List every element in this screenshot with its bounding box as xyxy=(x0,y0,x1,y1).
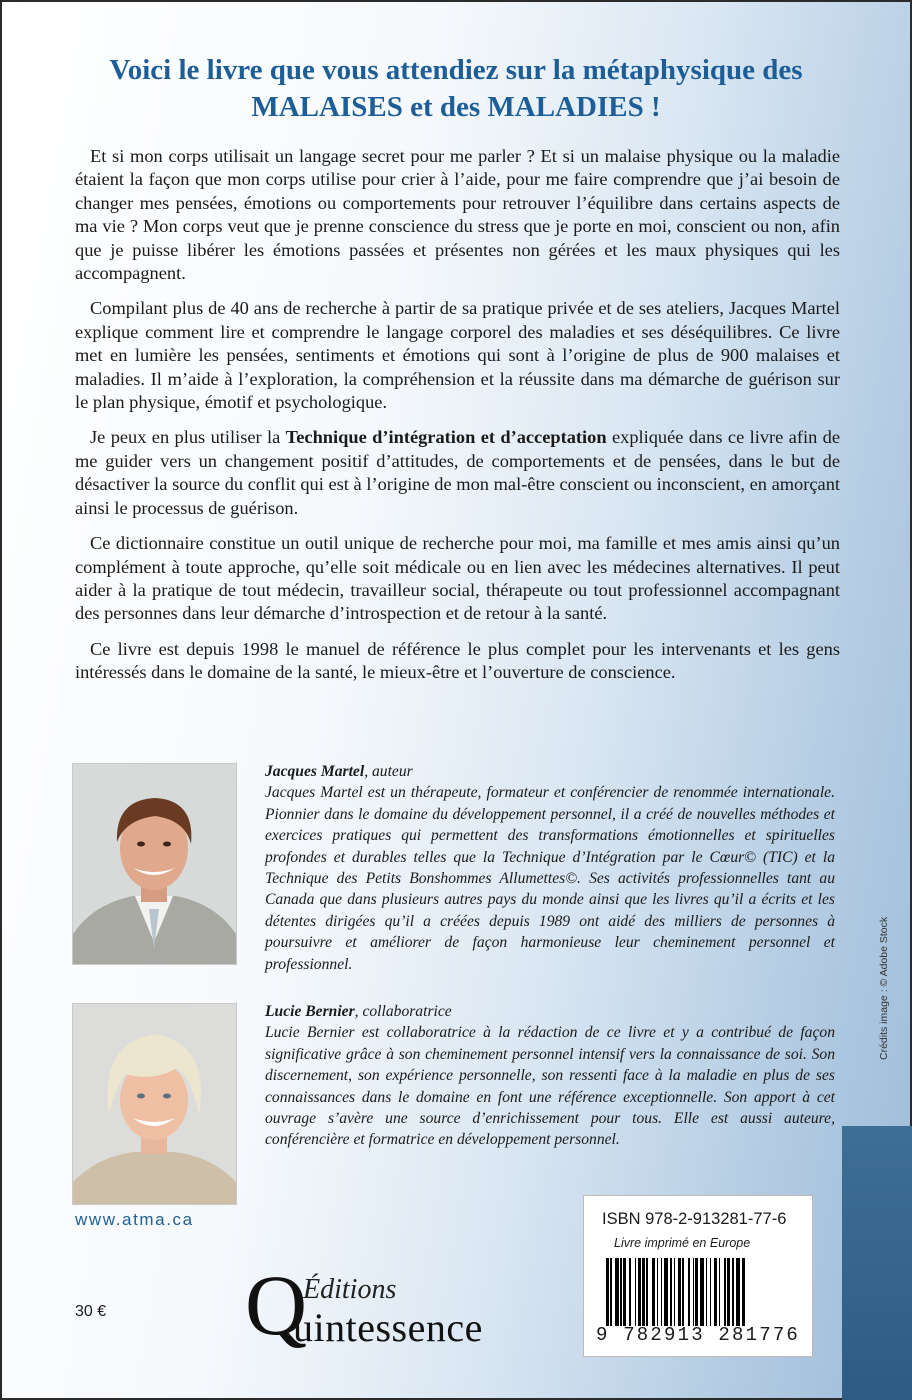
paragraph-4: Ce dictionnaire constitue un outil unique de recherche pour moi, ma famille et mes amis ainsi qu’un complément à toute approche, qu’elle soit médicale ou en lien avec les médecines alternatives. Il peut aider à la pratique de tout médecin, travailleur social, thérapeute ou tout professionnel accompagnant des personnes dans leur démarche d’introspection et de retour à la santé. xyxy=(75,533,840,624)
website-url: www.atma.ca xyxy=(75,1210,194,1229)
author-bio-text: Jacques Martel est un thérapeute, formateur et conférencier de renommée internationale. Pionnier dans le domaine du développement personnel, il a créé de nouvelles méthodes et exercices pratiques qui permettent des transformations émotionnelles et spirituelles profondes et durables telles que la Technique d’Intégration par le Cœur© (TIC) et la Technique des Petits Bonshommes Allumettes©. Ses activités professionnelles tant au Canada que dans plusieurs autres pays du monde ainsi que les livres qu’il a écrits et les détentes dirigées qu’il a créées depuis 1989 ont aidé des milliers de personnes à poursuivre et améliorer de façon harmonieuse leur cheminement personnel et professionnel. xyxy=(265,784,835,973)
paragraph-3 xyxy=(75,426,840,520)
headline: Voici le livre que vous attendiez sur la métaphysique des MALAISES et des MALADIES ! xyxy=(109,54,803,123)
barcode-digits: 9 782913 281776 xyxy=(596,1324,801,1346)
printed-in-label: Livre imprimé en Europe xyxy=(614,1236,751,1250)
logo-publisher-name: uintessence xyxy=(293,1305,483,1350)
paragraph-1: Et si mon corps utilisait un langage secret pour me parler ? Et si un malaise physique ou la maladie étaient la façon que mon corps utilise pour crier à l’aide, pour me faire comprendre que j’ai besoin de changer mes pensées, émotions ou comportements pour retrouver l’équilibre dans certains aspects de ma vie ? Mon corps veut que je prenne conscience du stress que je porte en moi, conscient ou non, afin que je puisse libérer les émotions passées et présentes non gérées et les maux physiques qui les accompagnent. xyxy=(75,146,840,284)
publisher-logo xyxy=(245,1257,545,1354)
woman-portrait-icon xyxy=(73,1004,236,1204)
author-photo-lucie-bernier xyxy=(72,1003,237,1205)
price: 30 € xyxy=(75,1303,107,1320)
barcode xyxy=(606,1258,802,1326)
author-photo-jacques-martel xyxy=(72,763,237,965)
isbn-number: ISBN 978-2-913281-77-6 xyxy=(602,1210,787,1228)
description-text xyxy=(75,145,840,697)
paragraph-2: Compilant plus de 40 ans de recherche à partir de sa pratique privée et de ses ateliers, Jacques Martel explique comment lire et comprendre le langage corporel des maladies et ses déséquilibres. Ce livre met en lumière les pensées, sentiments et émotions qui sont à l’origine de plus de 900 malaises et maladies. Il m’aide à l’exploration, la compréhension et la réussite dans ma démarche de guérison sur le plan physique, émotif et psychologique. xyxy=(75,298,840,413)
barcode-bar xyxy=(742,1258,745,1326)
side-color-band xyxy=(842,1126,912,1400)
paragraph-5: Ce livre est depuis 1998 le manuel de référence le plus complet pour les intervenants et les gens intéressés dans le domaine de la santé, le mieux-être et l’ouverture de conscience. xyxy=(75,638,840,683)
collaborator-bio-text: Lucie Bernier est collaboratrice à la rédaction de ce livre et y a contribué de façon significative grâce à son cheminement personnel intensif vers la connaissance de soi. Son discernement, son expérience personnelle, son ressenti face à la maladie en plus de ses connaissances dans le domaine en font une référence exceptionnelle. Son apport à cet ouvrage s’avère une source d’enrichissement pour tous. Elle est aussi auteure, conférencière et formatrice en développement personnel. xyxy=(265,1024,835,1149)
collaborator-name: Lucie Bernier xyxy=(265,1003,355,1020)
technique-name: Technique d’intégration et d’acceptation xyxy=(285,427,607,448)
author-bio-lucie-bernier xyxy=(265,1001,835,1151)
paragraph-3-end: expliquée dans ce livre afin de me guider vers un changement positif d’attitudes, de comportements et de pensées, dans le but de désactiver la source du conflit qui est à l’origine de mon mal-être conscient ou inconscient, en amorçant ainsi le processus de guérison. xyxy=(75,427,840,518)
author-role: , auteur xyxy=(364,763,413,780)
author-bio-jacques-martel xyxy=(265,761,835,975)
author-name: Jacques Martel xyxy=(265,763,365,780)
image-credits: Crédits image : © Adobe Stock xyxy=(878,916,890,1060)
man-portrait-icon xyxy=(73,764,236,964)
paragraph-3-start: Je peux en plus utiliser la xyxy=(90,427,286,448)
isbn-box xyxy=(583,1195,813,1357)
collaborator-role: , collaboratrice xyxy=(354,1003,452,1020)
logo-editions-text: Éditions xyxy=(303,1274,397,1305)
logo-q-letter: Q xyxy=(245,1257,308,1353)
